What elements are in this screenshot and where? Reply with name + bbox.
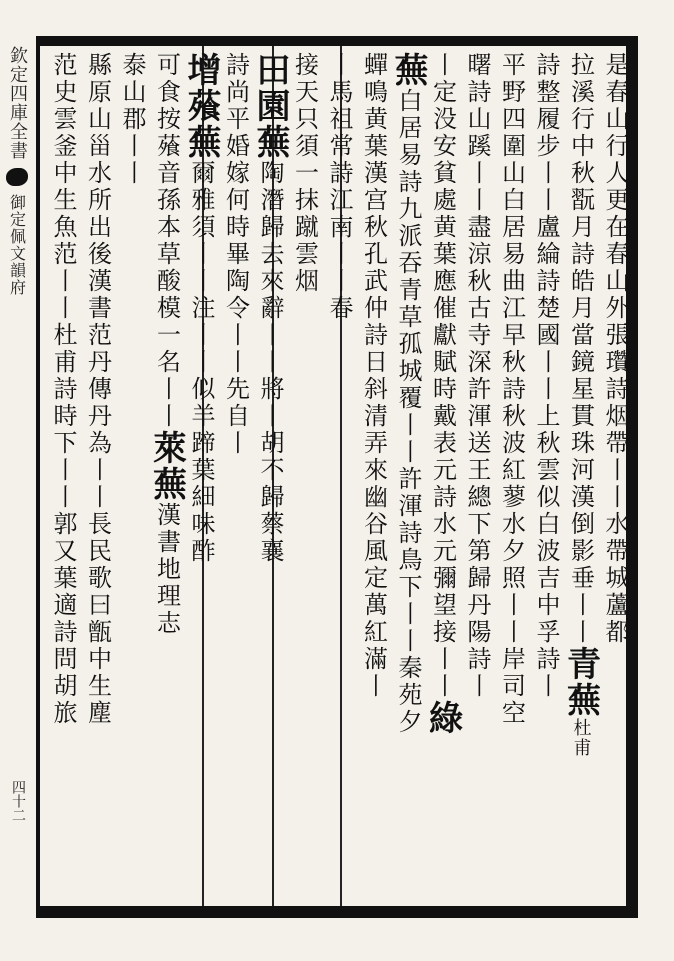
page-margin	[0, 46, 34, 906]
entry-text: 杜甫	[570, 718, 592, 758]
entry-text: 丨馬祖常詩江南丨丨春	[325, 52, 353, 322]
entry-text: 曙詩山蹊丨丨盡涼秋古寺深許渾送王總下第歸丹陽詩丨	[463, 52, 491, 700]
volume-title: 御定佩文韻府	[7, 194, 27, 296]
page-number: 四十二	[10, 780, 26, 822]
entry-text: 陶潛歸去來辭丨丨將丨胡不歸蔡襄	[256, 160, 284, 565]
entry-text: 平野四圍山白居易曲江早秋詩秋波紅蓼水夕照丨丨岸司空	[497, 52, 526, 727]
entry-text: 是春山行人更在春山外張瓚詩烟帶丨丨水帶城蘆都	[601, 52, 629, 646]
text-column	[322, 52, 356, 904]
entry-text: 拉溪行中秋翫月詩皓月當鏡星貫珠河漢倒影垂丨丨	[566, 52, 595, 646]
entry-text: 泰山郡丨丨	[118, 52, 146, 187]
entry-heading: 田園蕪	[250, 52, 290, 160]
text-column	[181, 52, 221, 904]
text-column	[357, 52, 391, 904]
entry-text: 丨定没安貧處黄葉應催獻賦時戴表元詩水元彌望接丨丨	[428, 52, 457, 700]
text-column	[46, 52, 80, 904]
text-column	[146, 52, 187, 904]
entry-heading: 蕪	[388, 52, 428, 88]
frame-top-border	[38, 36, 638, 46]
text-column	[495, 52, 529, 904]
entry-text: 范史雲釜中生魚范丨丨杜甫詩時下丨丨郭又葉適詩問胡旅	[49, 52, 77, 727]
entry-text: 可食按蕵音孫本草酸模一名丨丨	[152, 52, 181, 430]
text-column	[288, 52, 322, 904]
text-column	[219, 52, 253, 904]
entry-text: 爾雅須丨丨注丨丨似羊蹄葉細味酢	[187, 160, 215, 565]
entry-heading: 綠	[422, 700, 463, 736]
text-column	[422, 52, 463, 904]
entry-text: 詩整履步丨丨盧綸詩楚國丨丨上秋雲似白波吉中孚詩丨	[532, 52, 560, 700]
entry-heading: 萊蕪	[146, 430, 187, 502]
entry-text: 縣原山甾水所出後漢書范丹傳丹為丨丨長民歌曰甑中生塵	[83, 52, 112, 727]
entry-heading: 增蕵蕪	[181, 52, 221, 160]
text-column	[560, 52, 601, 904]
text-column	[81, 52, 115, 904]
book-title: 欽定四庫全書	[7, 46, 28, 160]
text-column	[598, 52, 632, 904]
frame-left-border	[36, 36, 40, 918]
fish-tail-mark-icon	[6, 168, 28, 186]
entry-text: 白居易詩九派吞青草孤城覆丨丨許渾詩鳥下丨丨秦苑夕	[394, 88, 422, 736]
frame-bottom-border	[38, 906, 638, 918]
entry-text: 接天只須一抹蹴雲烟	[290, 52, 319, 295]
text-column	[460, 52, 494, 904]
text-column	[115, 52, 149, 904]
text-column	[529, 52, 563, 904]
entry-text: 蟬鳴黄葉漢宫秋孔武仲詩日斜清弄來幽谷風定萬紅滿丨	[359, 52, 388, 700]
entry-heading: 青蕪	[560, 646, 601, 718]
entry-text: 詩尚平婚嫁何時畢陶令丨丨先自丨	[221, 52, 250, 457]
text-column	[388, 52, 428, 904]
text-column	[250, 52, 290, 904]
entry-text: 漢書地理志	[152, 502, 181, 637]
